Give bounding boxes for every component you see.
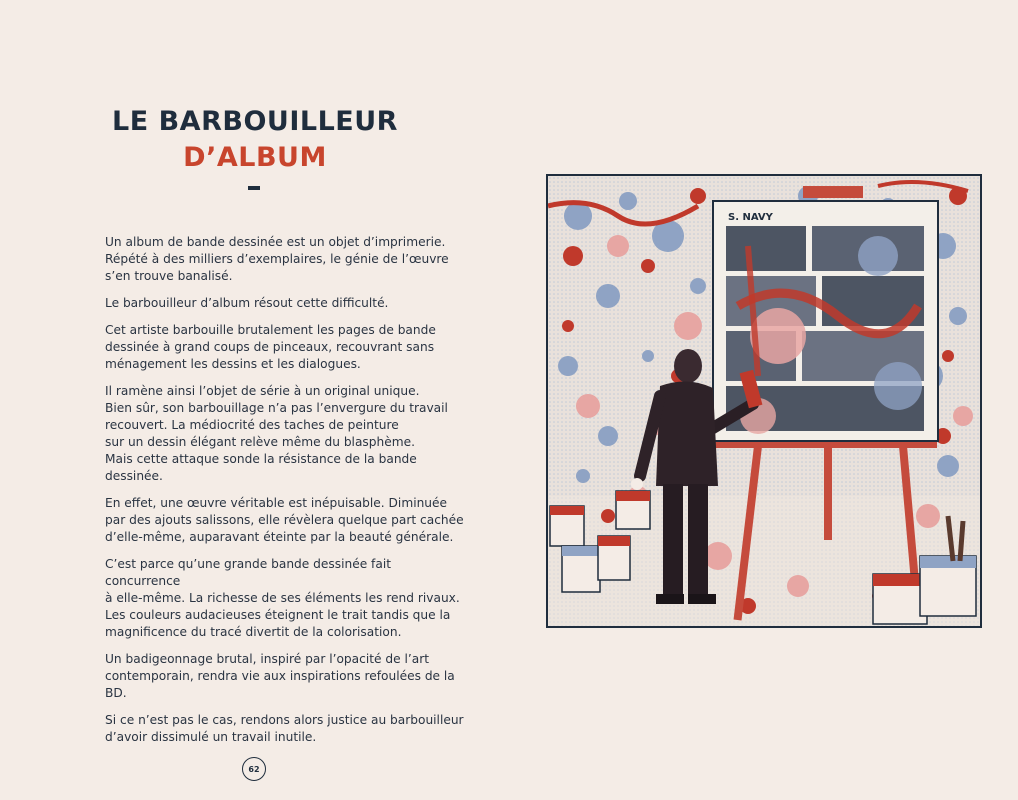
text-line: Il ramène ainsi l’objet de série à un original unique.: [105, 384, 420, 398]
text-line: d’avoir dissimulé un travail inutile.: [105, 730, 317, 744]
paragraph: [105, 651, 465, 702]
text-line: magnificence du tracé divertit de la colorisation.: [105, 625, 402, 639]
comic-header: S. NAVY: [728, 212, 773, 223]
text-line: Si ce n’est pas le cas, rendons alors justice au barbouilleur: [105, 713, 464, 727]
paragraph: [105, 234, 465, 285]
text-line: En effet, une œuvre véritable est inépuisable. Diminuée: [105, 496, 448, 510]
text-line: d’elle-même, auparavant éteinte par la beauté générale.: [105, 530, 454, 544]
title-line-2: D’ALBUM: [183, 142, 327, 173]
title-line-1: LE BARBOUILLEUR: [112, 106, 398, 137]
text-line: Cet artiste barbouille brutalement les pages de bande: [105, 323, 436, 337]
page-number: 62: [242, 757, 266, 781]
text-line: Bien sûr, son barbouillage n’a pas l’envergure du travail: [105, 401, 448, 415]
text-line: s’en trouve banalisé.: [105, 269, 233, 283]
title-divider: [248, 186, 260, 190]
text-line: Répété à des milliers d’exemplaires, le génie de l’œuvre: [105, 252, 449, 266]
text-line: C’est parce qu’une grande bande dessinée fait concurrence: [105, 557, 391, 588]
text-line: Un badigeonnage brutal, inspiré par l’opacité de l’art: [105, 652, 429, 666]
illustration-painter-at-easel: [546, 174, 982, 628]
illustration-svg: [548, 176, 980, 626]
text-line: recouvert. La médiocrité des taches de peinture: [105, 418, 399, 432]
easel-top: [803, 186, 863, 198]
text-line: Mais cette attaque sonde la résistance de la bande dessinée.: [105, 452, 417, 483]
paragraph: [105, 495, 465, 546]
text-line: ménagement les dessins et les dialogues.: [105, 357, 361, 371]
article-title: [100, 104, 410, 176]
text-line: à elle-même. La richesse de ses éléments les rend rivaux.: [105, 591, 460, 605]
paragraph: [105, 322, 465, 373]
paragraph: [105, 712, 465, 746]
text-line: dessinée à grand coups de pinceaux, recouvrant sans: [105, 340, 435, 354]
paragraph: [105, 383, 465, 485]
text-line: Le barbouilleur d’album résout cette difficulté.: [105, 296, 389, 310]
text-line: Un album de bande dessinée est un objet d’imprimerie.: [105, 235, 446, 249]
text-line: sur un dessin élégant relève même du blasphème.: [105, 435, 415, 449]
article-body: [105, 234, 465, 756]
text-line: contemporain, rendra vie aux inspirations refoulées de la BD.: [105, 669, 455, 700]
text-line: Les couleurs audacieuses éteignent le trait tandis que la: [105, 608, 451, 622]
paragraph: [105, 556, 465, 641]
paragraph: [105, 295, 465, 312]
text-line: par des ajouts salissons, elle révèlera quelque part cachée: [105, 513, 464, 527]
